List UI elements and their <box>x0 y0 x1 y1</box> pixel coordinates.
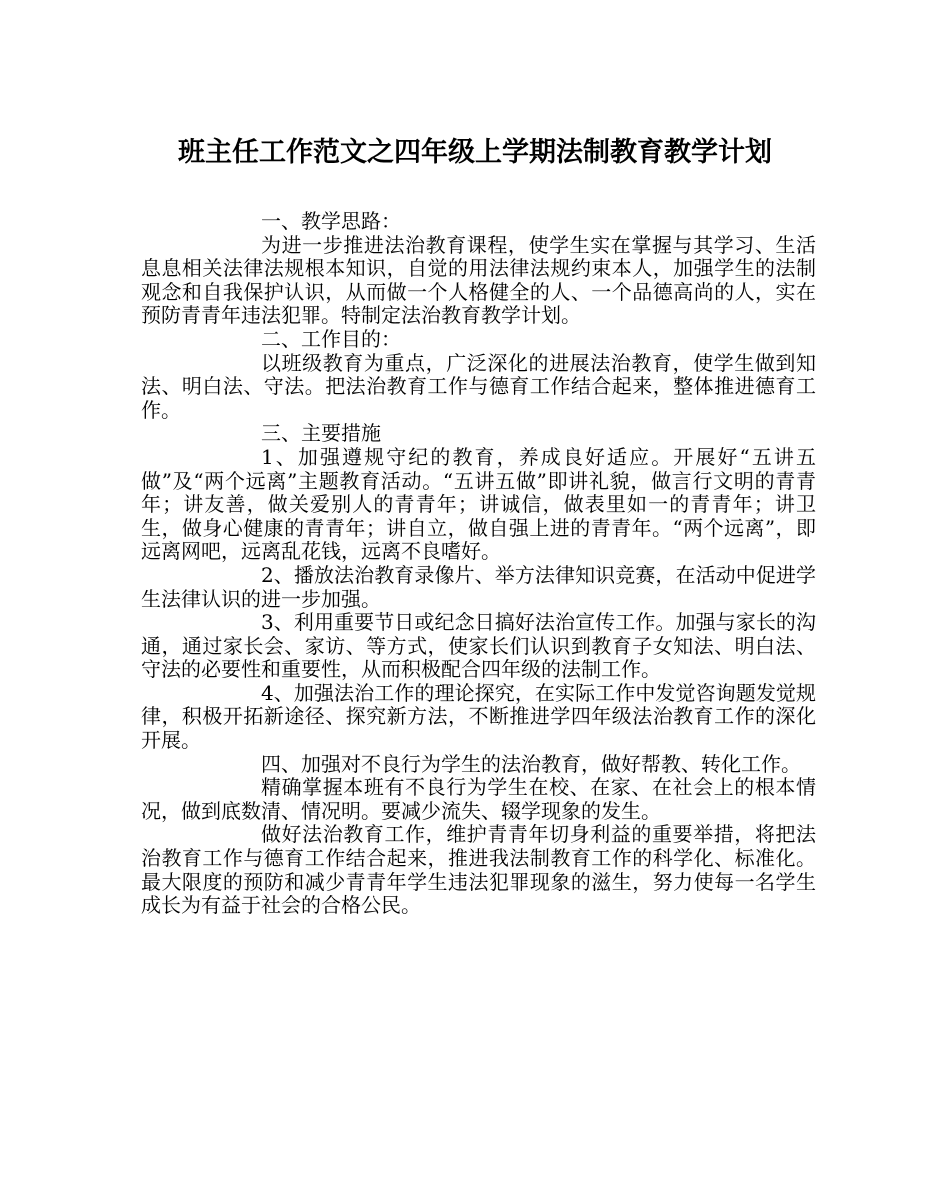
heading-work-goals: 二、工作目的： <box>261 326 401 351</box>
paragraph-conclusion: 做好法治教育工作，维护青青年切身利益的重要举措，将把法治教育工作与德育工作结合起来，推进我法制教育工作的科学化、标准化。最大限度的预防和减少青青年学生违法犯罪现象的滋生，努力使每一名学生成长为有益于社会的合格公民。 <box>141 822 816 918</box>
heading-main-measures: 三、主要措施 <box>261 421 381 446</box>
paragraph-situation: 精确掌握本班有不良行为学生在校、在家、在社会上的根本情况，做到底数清、情况明。要减少流失、辍学现象的发生。 <box>141 775 816 823</box>
paragraph-teaching-approach: 为进一步推进法治教育课程，使学生实在掌握与其学习、生活息息相关法律法规根本知识，自觉的用法律法规约束本人，加强学生的法制观念和自我保护认识，从而做一个人格健全的人、一个品德高尚的人，实在预防青青年违法犯罪。特制定法治教育教学计划。 <box>141 232 816 328</box>
document-title: 班主任工作范文之四年级上学期法制教育教学计划 <box>178 137 772 168</box>
document-body <box>141 210 816 918</box>
paragraph-measure-1: 1、加强遵规守纪的教育，养成良好适应。开展好“五讲五做”及“两个远离”主题教育活动。“五讲五做”即讲礼貌，做言行文明的青青年；讲友善，做关爱别人的青青年；讲诚信，做表里如一的青青年；讲卫生，做身心健康的青青年；讲自立，做自强上进的青青年。“两个远离”，即远离网吧，远离乱花钱，远离不良嗜好。 <box>141 444 816 564</box>
heading-teaching-approach: 一、教学思路： <box>261 209 401 233</box>
paragraph-measure-4: 4、加强法治工作的理论探究，在实际工作中发觉咨询题发觉规律，积极开拓新途径、探究新方法，不断推进学四年级法治教育工作的深化开展。 <box>141 680 816 753</box>
heading-bad-behavior-education: 四、加强对不良行为学生的法治教育，做好帮教、转化工作。 <box>261 751 801 776</box>
paragraph-work-goals: 以班级教育为重点，广泛深化的进展法治教育，使学生做到知法、明白法、守法。把法治教育工作与德育工作结合起来，整体推进德育工作。 <box>141 350 816 422</box>
paragraph-measure-2: 2、播放法治教育录像片、举方法律知识竞赛，在活动中促进学生法律认识的进一步加强。 <box>141 562 816 611</box>
paragraph-measure-3: 3、利用重要节日或纪念日搞好法治宣传工作。加强与家长的沟通，通过家长会、家访、等方式，使家长们认识到教育子女知法、明白法、守法的必要性和重要性，从而积极配合四年级的法制工作。 <box>141 610 816 682</box>
